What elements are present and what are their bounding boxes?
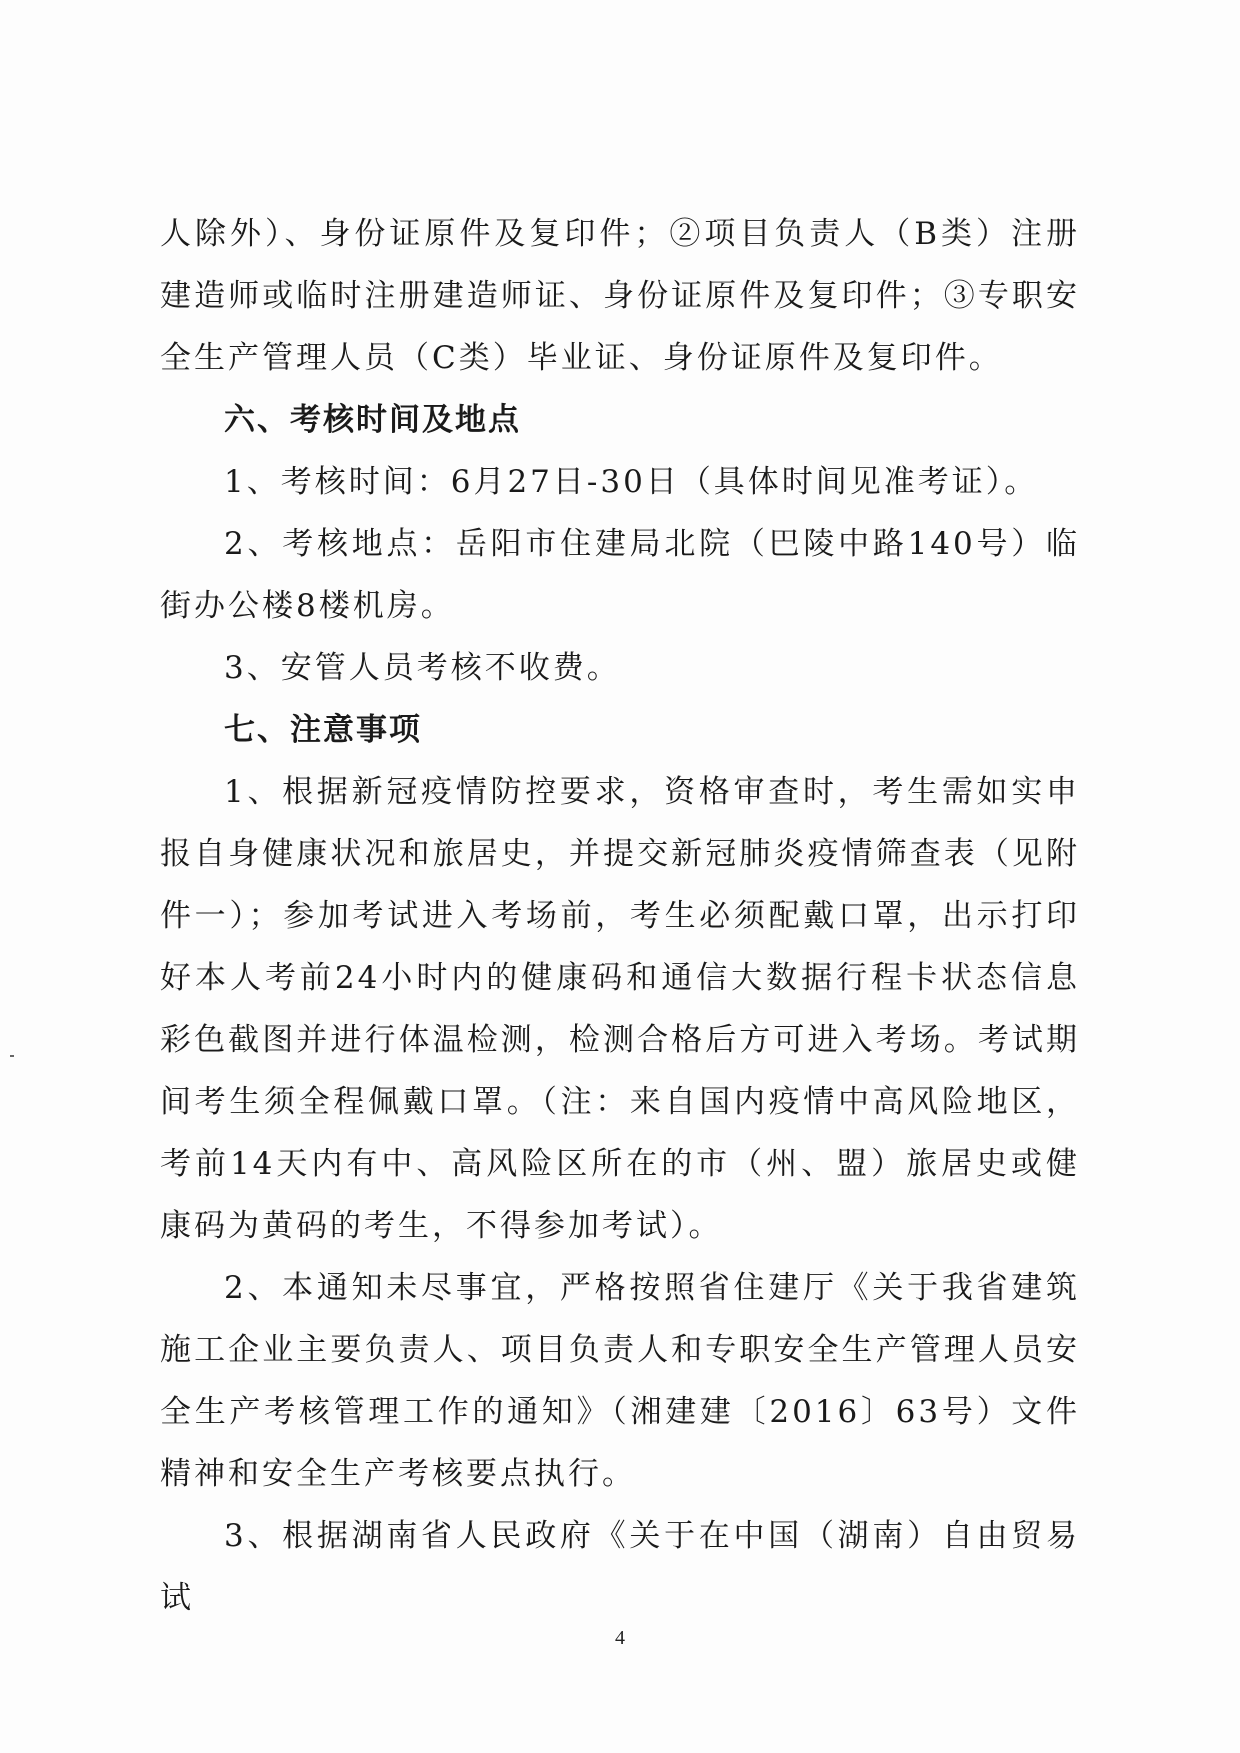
section-heading-notes: 七、注意事项 bbox=[224, 712, 422, 748]
paragraph-unspecified-matters: 2、本通知未尽事宜，严格按照省住建厅《关于我省建筑施工企业主要负责人、项目负责人和专职安全生产管理人员安全生产考核管理工作的通知》（湘建建〔2016〕63号）文件精神和安全生产考核要点执行。 bbox=[160, 1270, 1080, 1492]
scan-speck bbox=[10, 1055, 14, 1057]
paragraph-exam-time: 1、考核时间：6月27日-30日（具体时间见准考证）。 bbox=[224, 464, 1039, 500]
paragraph-documents-list: 人除外）、身份证原件及复印件；②项目负责人（B类）注册建造师或临时注册建造师证、身份证原件及复印件；③专职安全生产管理人员（C类）毕业证、身份证原件及复印件。 bbox=[160, 216, 1080, 376]
section-heading-exam-time-location: 六、考核时间及地点 bbox=[224, 402, 521, 438]
paragraph-covid-requirements: 1、根据新冠疫情防控要求，资格审查时，考生需如实申报自身健康状况和旅居史，并提交新冠肺炎疫情筛查表（见附件一）；参加考试进入考场前，考生必须配戴口罩，出示打印好本人考前24小时内的健康码和通信大数据行程卡状态信息彩色截图并进行体温检测，检测合格后方可进入考场。考试期间考生须全程佩戴口罩。（注：来自国内疫情中高风险地区，考前14天内有中、高风险区所在的市（州、盟）旅居史或健康码为黄码的考生，不得参加考试）。 bbox=[160, 774, 1080, 1244]
paragraph-exam-fee: 3、安管人员考核不收费。 bbox=[224, 650, 621, 686]
document-body bbox=[160, 203, 1080, 1629]
paragraph-exam-location: 2、考核地点：岳阳市住建局北院（巴陵中路140号）临街办公楼8楼机房。 bbox=[160, 526, 1080, 624]
paragraph-hunan-government: 3、根据湖南省人民政府《关于在中国（湖南）自由贸易试 bbox=[160, 1518, 1080, 1616]
page-number: 4 bbox=[615, 1627, 625, 1649]
